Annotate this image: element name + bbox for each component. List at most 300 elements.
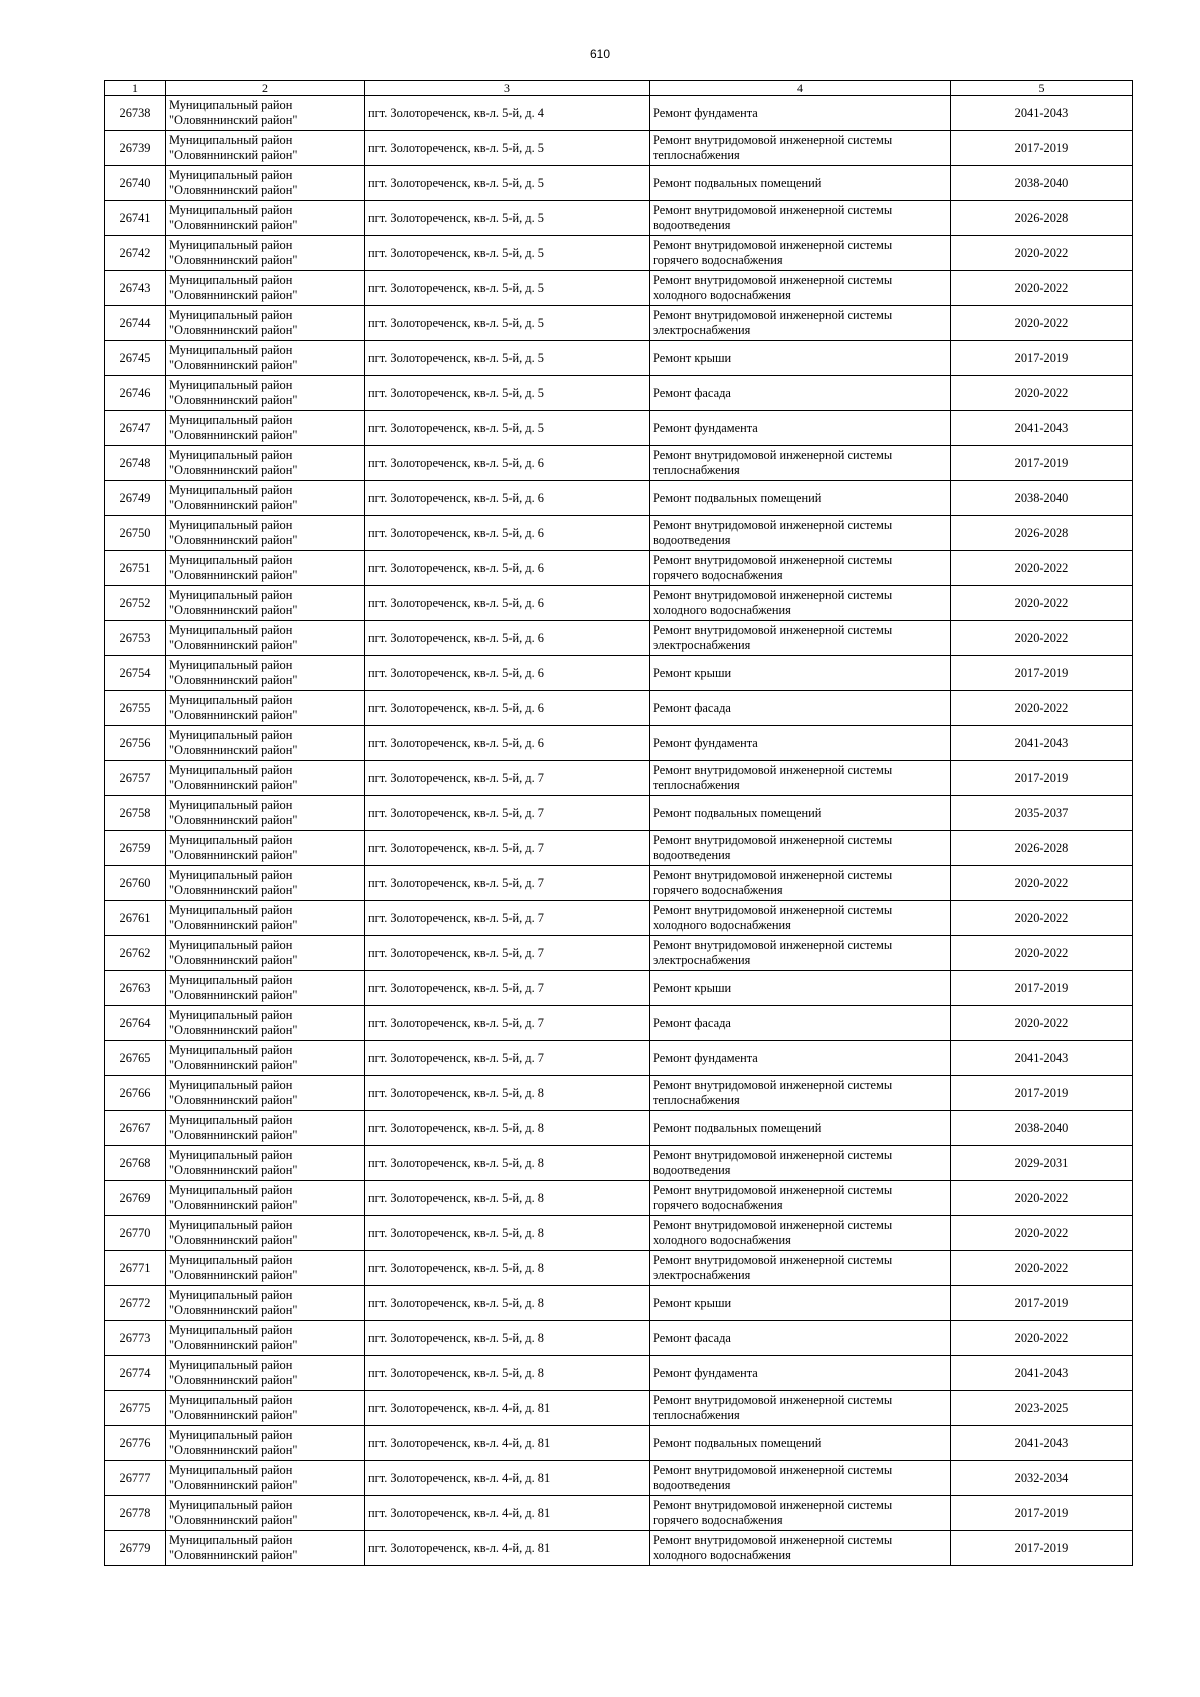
cell-address: пгт. Золотореченск, кв-л. 5-й, д. 5	[365, 306, 650, 341]
district-line: "Оловяннинский район"	[169, 428, 298, 442]
cell-work-type	[650, 796, 951, 831]
cell-number: 26762	[105, 936, 166, 971]
district-line: Муниципальный район	[169, 1533, 293, 1547]
cell-district	[166, 1041, 365, 1076]
cell-work-type	[650, 1461, 951, 1496]
cell-number: 26764	[105, 1006, 166, 1041]
district-line: Муниципальный район	[169, 203, 293, 217]
cell-address: пгт. Золотореченск, кв-л. 5-й, д. 7	[365, 866, 650, 901]
cell-period: 2026-2028	[951, 201, 1133, 236]
cell-work-type	[650, 831, 951, 866]
district-line: Муниципальный район	[169, 308, 293, 322]
cell-address: пгт. Золотореченск, кв-л. 5-й, д. 6	[365, 691, 650, 726]
work-line: Ремонт крыши	[653, 980, 732, 995]
cell-address: пгт. Золотореченск, кв-л. 5-й, д. 6	[365, 516, 650, 551]
cell-district	[166, 1286, 365, 1321]
cell-work-type	[650, 166, 951, 201]
cell-address: пгт. Золотореченск, кв-л. 5-й, д. 5	[365, 411, 650, 446]
table-row	[105, 1496, 1133, 1531]
cell-district	[166, 1391, 365, 1426]
cell-address: пгт. Золотореченск, кв-л. 5-й, д. 5	[365, 131, 650, 166]
district-line: Муниципальный район	[169, 903, 293, 917]
table-row	[105, 971, 1133, 1006]
district-line: Муниципальный район	[169, 588, 293, 602]
district-line: "Оловяннинский район"	[169, 113, 298, 127]
work-line: Ремонт внутридомовой инженерной системы	[653, 1253, 893, 1267]
work-line: Ремонт фасада	[653, 700, 731, 715]
work-line: Ремонт внутридомовой инженерной системы	[653, 1148, 893, 1162]
cell-period: 2020-2022	[951, 691, 1133, 726]
work-line: холодного водоснабжения	[653, 918, 791, 932]
cell-district	[166, 166, 365, 201]
cell-period: 2017-2019	[951, 341, 1133, 376]
cell-district	[166, 551, 365, 586]
cell-work-type	[650, 691, 951, 726]
table-row	[105, 1391, 1133, 1426]
district-line: Муниципальный район	[169, 483, 293, 497]
cell-work-type	[650, 376, 951, 411]
work-line: Ремонт крыши	[653, 665, 732, 680]
district-line: "Оловяннинский район"	[169, 1513, 298, 1527]
cell-work-type	[650, 901, 951, 936]
cell-number: 26756	[105, 726, 166, 761]
work-line: Ремонт подвальных помещений	[653, 805, 822, 820]
cell-number: 26759	[105, 831, 166, 866]
cell-period: 2017-2019	[951, 761, 1133, 796]
work-line: Ремонт фундамента	[653, 420, 758, 435]
cell-district	[166, 866, 365, 901]
column-header: 4	[650, 81, 951, 96]
district-line: Муниципальный район	[169, 518, 293, 532]
cell-work-type	[650, 1111, 951, 1146]
cell-address: пгт. Золотореченск, кв-л. 5-й, д. 5	[365, 271, 650, 306]
district-line: Муниципальный район	[169, 1218, 293, 1232]
cell-work-type	[650, 306, 951, 341]
cell-district	[166, 936, 365, 971]
district-line: Муниципальный район	[169, 1183, 293, 1197]
work-line: Ремонт фундамента	[653, 1050, 758, 1065]
cell-address: пгт. Золотореченск, кв-л. 5-й, д. 8	[365, 1286, 650, 1321]
district-line: Муниципальный район	[169, 658, 293, 672]
cell-district	[166, 201, 365, 236]
column-header: 1	[105, 81, 166, 96]
district-line: Муниципальный район	[169, 1498, 293, 1512]
table-row	[105, 1006, 1133, 1041]
cell-number: 26752	[105, 586, 166, 621]
cell-address: пгт. Золотореченск, кв-л. 5-й, д. 6	[365, 586, 650, 621]
cell-period: 2026-2028	[951, 831, 1133, 866]
work-line: водоотведения	[653, 848, 731, 862]
district-line: "Оловяннинский район"	[169, 533, 298, 547]
table-row	[105, 1461, 1133, 1496]
district-line: Муниципальный район	[169, 728, 293, 742]
table-row	[105, 271, 1133, 306]
table-row	[105, 936, 1133, 971]
cell-address: пгт. Золотореченск, кв-л. 5-й, д. 6	[365, 551, 650, 586]
cell-work-type	[650, 1356, 951, 1391]
cell-number: 26777	[105, 1461, 166, 1496]
district-line: "Оловяннинский район"	[169, 1373, 298, 1387]
work-line: Ремонт внутридомовой инженерной системы	[653, 868, 893, 882]
district-line: Муниципальный район	[169, 1428, 293, 1442]
cell-number: 26754	[105, 656, 166, 691]
cell-period: 2020-2022	[951, 1251, 1133, 1286]
cell-period: 2029-2031	[951, 1146, 1133, 1181]
district-line: Муниципальный район	[169, 553, 293, 567]
work-line: Ремонт крыши	[653, 350, 732, 365]
cell-work-type	[650, 1251, 951, 1286]
district-line: "Оловяннинский район"	[169, 743, 298, 757]
district-line: "Оловяннинский район"	[169, 1128, 298, 1142]
table-row	[105, 411, 1133, 446]
table-row	[105, 306, 1133, 341]
cell-period: 2041-2043	[951, 726, 1133, 761]
district-line: "Оловяннинский район"	[169, 638, 298, 652]
cell-period: 2017-2019	[951, 1286, 1133, 1321]
district-line: Муниципальный район	[169, 238, 293, 252]
cell-period: 2026-2028	[951, 516, 1133, 551]
work-line: горячего водоснабжения	[653, 1198, 783, 1212]
district-line: "Оловяннинский район"	[169, 848, 298, 862]
cell-period: 2041-2043	[951, 1356, 1133, 1391]
cell-period: 2017-2019	[951, 1496, 1133, 1531]
cell-number: 26778	[105, 1496, 166, 1531]
cell-number: 26753	[105, 621, 166, 656]
work-line: Ремонт крыши	[653, 1295, 732, 1310]
cell-number: 26750	[105, 516, 166, 551]
table-row	[105, 796, 1133, 831]
cell-address: пгт. Золотореченск, кв-л. 5-й, д. 5	[365, 341, 650, 376]
cell-district	[166, 306, 365, 341]
cell-address: пгт. Золотореченск, кв-л. 5-й, д. 7	[365, 971, 650, 1006]
cell-number: 26772	[105, 1286, 166, 1321]
cell-work-type	[650, 1181, 951, 1216]
cell-work-type	[650, 1286, 951, 1321]
work-line: Ремонт внутридомовой инженерной системы	[653, 308, 893, 322]
district-line: "Оловяннинский район"	[169, 568, 298, 582]
table-row	[105, 166, 1133, 201]
cell-period: 2038-2040	[951, 1111, 1133, 1146]
district-line: Муниципальный район	[169, 1323, 293, 1337]
table-row	[105, 586, 1133, 621]
table-row	[105, 516, 1133, 551]
cell-work-type	[650, 481, 951, 516]
cell-number: 26766	[105, 1076, 166, 1111]
work-line: водоотведения	[653, 218, 731, 232]
work-line: холодного водоснабжения	[653, 1548, 791, 1562]
cell-district	[166, 236, 365, 271]
cell-period: 2017-2019	[951, 1531, 1133, 1566]
cell-district	[166, 481, 365, 516]
district-line: "Оловяннинский район"	[169, 813, 298, 827]
work-line: водоотведения	[653, 1478, 731, 1492]
cell-address: пгт. Золотореченск, кв-л. 5-й, д. 6	[365, 481, 650, 516]
district-line: Муниципальный район	[169, 168, 293, 182]
table-row	[105, 866, 1133, 901]
table-row	[105, 1321, 1133, 1356]
district-line: "Оловяннинский район"	[169, 183, 298, 197]
cell-number: 26742	[105, 236, 166, 271]
cell-district	[166, 1496, 365, 1531]
work-line: теплоснабжения	[653, 148, 740, 162]
district-line: Муниципальный район	[169, 98, 293, 112]
cell-work-type	[650, 551, 951, 586]
cell-number: 26741	[105, 201, 166, 236]
work-line: Ремонт внутридомовой инженерной системы	[653, 1393, 893, 1407]
district-line: "Оловяннинский район"	[169, 1338, 298, 1352]
district-line: "Оловяннинский район"	[169, 358, 298, 372]
cell-period: 2041-2043	[951, 96, 1133, 131]
cell-district	[166, 656, 365, 691]
table-row	[105, 1146, 1133, 1181]
work-line: горячего водоснабжения	[653, 883, 783, 897]
cell-district	[166, 761, 365, 796]
table-row	[105, 1041, 1133, 1076]
district-line: "Оловяннинский район"	[169, 1303, 298, 1317]
table-row	[105, 201, 1133, 236]
cell-address: пгт. Золотореченск, кв-л. 5-й, д. 5	[365, 236, 650, 271]
work-line: Ремонт внутридомовой инженерной системы	[653, 1498, 893, 1512]
cell-number: 26765	[105, 1041, 166, 1076]
cell-address: пгт. Золотореченск, кв-л. 5-й, д. 8	[365, 1181, 650, 1216]
cell-period: 2020-2022	[951, 901, 1133, 936]
work-line: Ремонт фундамента	[653, 735, 758, 750]
cell-work-type	[650, 1076, 951, 1111]
cell-district	[166, 341, 365, 376]
cell-period: 2023-2025	[951, 1391, 1133, 1426]
cell-work-type	[650, 411, 951, 446]
work-line: Ремонт внутридомовой инженерной системы	[653, 1463, 893, 1477]
district-line: "Оловяннинский район"	[169, 603, 298, 617]
cell-address: пгт. Золотореченск, кв-л. 5-й, д. 8	[365, 1146, 650, 1181]
work-line: Ремонт внутридомовой инженерной системы	[653, 553, 893, 567]
table-row	[105, 236, 1133, 271]
cell-district	[166, 1251, 365, 1286]
cell-district	[166, 691, 365, 726]
cell-number: 26743	[105, 271, 166, 306]
cell-number: 26776	[105, 1426, 166, 1461]
cell-number: 26769	[105, 1181, 166, 1216]
cell-work-type	[650, 1146, 951, 1181]
cell-number: 26770	[105, 1216, 166, 1251]
cell-address: пгт. Золотореченск, кв-л. 5-й, д. 4	[365, 96, 650, 131]
cell-number: 26758	[105, 796, 166, 831]
cell-address: пгт. Золотореченск, кв-л. 5-й, д. 7	[365, 796, 650, 831]
cell-work-type	[650, 271, 951, 306]
cell-period: 2020-2022	[951, 621, 1133, 656]
table-row	[105, 1111, 1133, 1146]
cell-district	[166, 1076, 365, 1111]
cell-period: 2041-2043	[951, 1426, 1133, 1461]
district-line: "Оловяннинский район"	[169, 883, 298, 897]
work-line: Ремонт внутридомовой инженерной системы	[653, 203, 893, 217]
district-line: Муниципальный район	[169, 413, 293, 427]
cell-address: пгт. Золотореченск, кв-л. 4-й, д. 81	[365, 1461, 650, 1496]
cell-district	[166, 96, 365, 131]
district-line: Муниципальный район	[169, 1008, 293, 1022]
cell-period: 2038-2040	[951, 166, 1133, 201]
district-line: "Оловяннинский район"	[169, 1478, 298, 1492]
work-line: холодного водоснабжения	[653, 1233, 791, 1247]
work-line: водоотведения	[653, 1163, 731, 1177]
table-row	[105, 1216, 1133, 1251]
cell-work-type	[650, 201, 951, 236]
cell-work-type	[650, 341, 951, 376]
cell-work-type	[650, 1006, 951, 1041]
cell-district	[166, 586, 365, 621]
work-line: Ремонт внутридомовой инженерной системы	[653, 238, 893, 252]
work-line: электроснабжения	[653, 323, 751, 337]
cell-address: пгт. Золотореченск, кв-л. 5-й, д. 8	[365, 1356, 650, 1391]
table-row	[105, 726, 1133, 761]
cell-work-type	[650, 761, 951, 796]
cell-number: 26746	[105, 376, 166, 411]
table-row	[105, 1426, 1133, 1461]
district-line: "Оловяннинский район"	[169, 1198, 298, 1212]
district-line: "Оловяннинский район"	[169, 498, 298, 512]
cell-period: 2020-2022	[951, 306, 1133, 341]
cell-district	[166, 1321, 365, 1356]
cell-period: 2020-2022	[951, 1181, 1133, 1216]
district-line: "Оловяннинский район"	[169, 1163, 298, 1177]
cell-period: 2017-2019	[951, 1076, 1133, 1111]
district-line: Муниципальный район	[169, 378, 293, 392]
cell-work-type	[650, 236, 951, 271]
cell-address: пгт. Золотореченск, кв-л. 5-й, д. 6	[365, 621, 650, 656]
cell-district	[166, 446, 365, 481]
district-line: "Оловяннинский район"	[169, 148, 298, 162]
cell-period: 2041-2043	[951, 1041, 1133, 1076]
cell-district	[166, 1356, 365, 1391]
cell-number: 26757	[105, 761, 166, 796]
district-line: Муниципальный район	[169, 798, 293, 812]
work-line: Ремонт внутридомовой инженерной системы	[653, 763, 893, 777]
cell-work-type	[650, 656, 951, 691]
district-line: Муниципальный район	[169, 1288, 293, 1302]
work-line: Ремонт внутридомовой инженерной системы	[653, 133, 893, 147]
district-line: Муниципальный район	[169, 133, 293, 147]
table-row	[105, 481, 1133, 516]
cell-period: 2032-2034	[951, 1461, 1133, 1496]
cell-district	[166, 1426, 365, 1461]
cell-district	[166, 516, 365, 551]
cell-period: 2017-2019	[951, 131, 1133, 166]
cell-district	[166, 1461, 365, 1496]
cell-district	[166, 796, 365, 831]
cell-work-type	[650, 1496, 951, 1531]
district-line: "Оловяннинский район"	[169, 323, 298, 337]
cell-address: пгт. Золотореченск, кв-л. 5-й, д. 7	[365, 1006, 650, 1041]
table-row	[105, 96, 1133, 131]
cell-work-type	[650, 516, 951, 551]
cell-number: 26748	[105, 446, 166, 481]
cell-address: пгт. Золотореченск, кв-л. 5-й, д. 7	[365, 1041, 650, 1076]
cell-number: 26773	[105, 1321, 166, 1356]
district-line: Муниципальный район	[169, 1043, 293, 1057]
cell-address: пгт. Золотореченск, кв-л. 5-й, д. 8	[365, 1216, 650, 1251]
cell-period: 2020-2022	[951, 866, 1133, 901]
district-line: Муниципальный район	[169, 1078, 293, 1092]
cell-work-type	[650, 446, 951, 481]
cell-period: 2020-2022	[951, 551, 1133, 586]
work-line: Ремонт внутридомовой инженерной системы	[653, 1218, 893, 1232]
cell-work-type	[650, 971, 951, 1006]
work-line: горячего водоснабжения	[653, 253, 783, 267]
work-line: Ремонт внутридомовой инженерной системы	[653, 938, 893, 952]
work-line: Ремонт подвальных помещений	[653, 1120, 822, 1135]
cell-number: 26767	[105, 1111, 166, 1146]
column-header: 3	[365, 81, 650, 96]
cell-number: 26774	[105, 1356, 166, 1391]
district-line: "Оловяннинский район"	[169, 1443, 298, 1457]
work-line: горячего водоснабжения	[653, 568, 783, 582]
work-line: Ремонт внутридомовой инженерной системы	[653, 623, 893, 637]
cell-district	[166, 1111, 365, 1146]
cell-work-type	[650, 1426, 951, 1461]
cell-number: 26738	[105, 96, 166, 131]
district-line: "Оловяннинский район"	[169, 673, 298, 687]
cell-district	[166, 971, 365, 1006]
work-line: Ремонт внутридомовой инженерной системы	[653, 903, 893, 917]
work-line: Ремонт внутридомовой инженерной системы	[653, 1078, 893, 1092]
district-line: "Оловяннинский район"	[169, 778, 298, 792]
cell-address: пгт. Золотореченск, кв-л. 5-й, д. 8	[365, 1111, 650, 1146]
cell-work-type	[650, 1391, 951, 1426]
cell-district	[166, 1146, 365, 1181]
district-line: Муниципальный район	[169, 1253, 293, 1267]
district-line: "Оловяннинский район"	[169, 393, 298, 407]
cell-work-type	[650, 866, 951, 901]
district-line: "Оловяннинский район"	[169, 1548, 298, 1562]
cell-number: 26763	[105, 971, 166, 1006]
district-line: "Оловяннинский район"	[169, 218, 298, 232]
cell-period: 2020-2022	[951, 376, 1133, 411]
cell-district	[166, 1181, 365, 1216]
cell-period: 2020-2022	[951, 586, 1133, 621]
cell-district	[166, 1216, 365, 1251]
cell-district	[166, 726, 365, 761]
cell-district	[166, 831, 365, 866]
work-line: Ремонт фундамента	[653, 105, 758, 120]
cell-period: 2017-2019	[951, 971, 1133, 1006]
cell-number: 26739	[105, 131, 166, 166]
district-line: Муниципальный район	[169, 868, 293, 882]
district-line: "Оловяннинский район"	[169, 463, 298, 477]
district-line: "Оловяннинский район"	[169, 953, 298, 967]
cell-period: 2035-2037	[951, 796, 1133, 831]
work-line: электроснабжения	[653, 1268, 751, 1282]
work-line: Ремонт внутридомовой инженерной системы	[653, 588, 893, 602]
district-line: Муниципальный район	[169, 1358, 293, 1372]
district-line: "Оловяннинский район"	[169, 1233, 298, 1247]
cell-district	[166, 1006, 365, 1041]
cell-address: пгт. Золотореченск, кв-л. 4-й, д. 81	[365, 1426, 650, 1461]
cell-address: пгт. Золотореченск, кв-л. 4-й, д. 81	[365, 1391, 650, 1426]
table-row	[105, 1286, 1133, 1321]
cell-work-type	[650, 96, 951, 131]
district-line: Муниципальный район	[169, 693, 293, 707]
district-line: Муниципальный район	[169, 833, 293, 847]
cell-address: пгт. Золотореченск, кв-л. 5-й, д. 5	[365, 376, 650, 411]
column-header-row	[105, 81, 1133, 96]
cell-number: 26740	[105, 166, 166, 201]
work-line: Ремонт фасада	[653, 1015, 731, 1030]
district-line: Муниципальный район	[169, 343, 293, 357]
cell-address: пгт. Золотореченск, кв-л. 5-й, д. 7	[365, 761, 650, 796]
district-line: Муниципальный район	[169, 938, 293, 952]
cell-address: пгт. Золотореченск, кв-л. 5-й, д. 6	[365, 446, 650, 481]
cell-address: пгт. Золотореченск, кв-л. 5-й, д. 7	[365, 901, 650, 936]
